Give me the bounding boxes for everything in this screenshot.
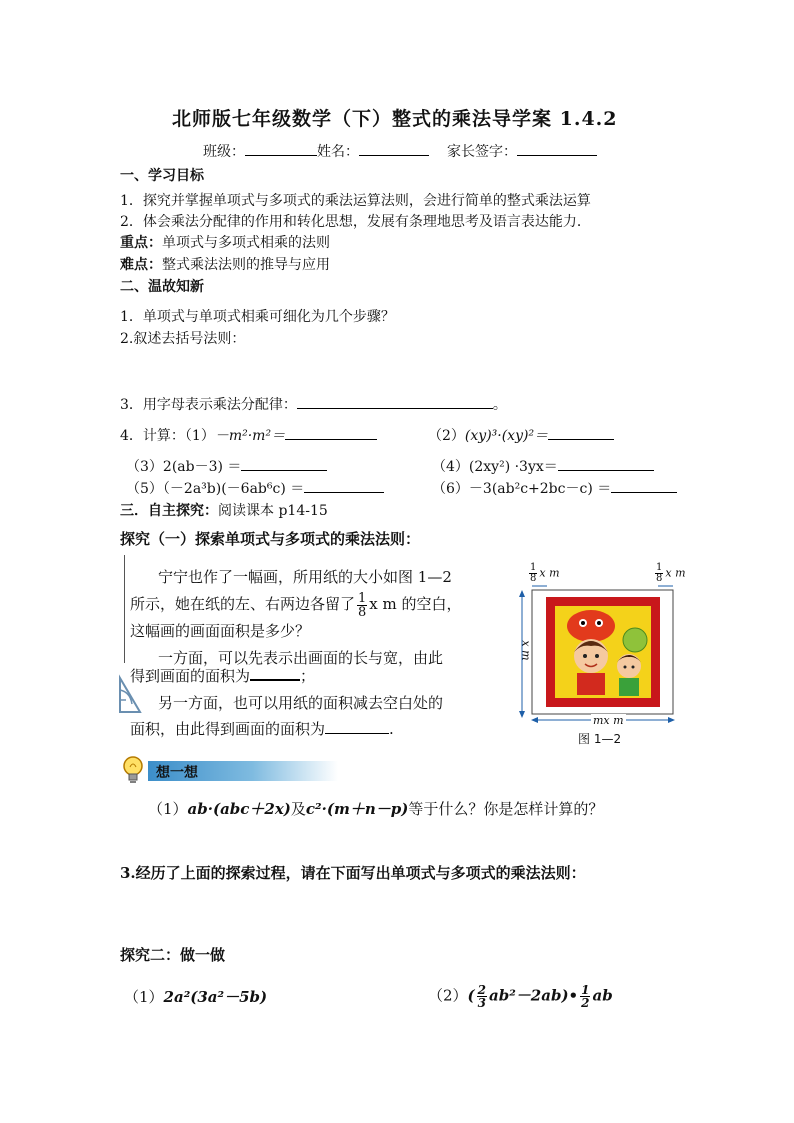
fig-frac-right-den: 8 (656, 573, 663, 584)
calc-1-blank[interactable] (285, 425, 377, 440)
fig-top-right-text: x m (665, 566, 686, 580)
q3-prefix: 3．用字母表示乘法分配律： (120, 397, 297, 413)
hard-point (120, 254, 330, 274)
practice-2 (428, 984, 613, 1009)
think-q1-expr1: ab·(abc＋2x) (187, 800, 291, 818)
story-line-2b: x m 的空白， (369, 595, 462, 613)
section-heading-goals: 一、学习目标 (120, 168, 204, 184)
story-line-2 (130, 591, 462, 619)
key-point (120, 232, 330, 252)
calc-6-blank[interactable] (611, 478, 677, 493)
practice-2-label: （2） (428, 986, 468, 1005)
fig-side-label: x m (519, 640, 533, 661)
practice-1-expr: 2a²(3a²－5b) (163, 988, 268, 1006)
review-q4-row1 (120, 425, 377, 445)
fig-frac-right-num: 1 (656, 562, 663, 573)
class-blank[interactable] (245, 141, 317, 156)
name-blank[interactable] (359, 141, 429, 156)
key-text: 单项式与多项式相乘的法则 (162, 235, 330, 251)
calc-2-blank[interactable] (548, 425, 614, 440)
story-line-5b: ； (300, 667, 316, 685)
practice-2-frac2 (580, 984, 590, 1009)
explore-heading-bold: 三．自主探究： (120, 503, 218, 519)
name-label: 姓名： (317, 144, 359, 160)
story-line-5 (130, 663, 315, 690)
story-line-7b: . (389, 720, 394, 738)
story-line-2a: 所示，她在纸的左、右两边各留了 (130, 595, 356, 613)
think-heading: 想一想 (156, 765, 198, 781)
think-q1-mid: 及 (290, 800, 306, 818)
calc-3-blank[interactable] (241, 456, 327, 471)
fig-frac-left-den: 8 (530, 573, 537, 584)
fig-top-left-text: x m (539, 566, 560, 580)
review-q2: 2.叙述去括号法则： (120, 331, 246, 347)
frac-num: 1 (358, 590, 367, 606)
story-blank-1[interactable] (250, 663, 300, 681)
q3-suffix: 。 (492, 397, 507, 413)
calc-3 (126, 456, 327, 476)
practice-1-label: （1） (124, 988, 164, 1006)
calc-1-label: （1） (184, 428, 215, 444)
practice-2-frac1-num: 2 (477, 983, 487, 997)
hard-text: 整式乘法法则的推导与应用 (162, 257, 330, 273)
practice-2-paren: ( (467, 986, 475, 1005)
practice-2-tail: ab (592, 986, 613, 1005)
story-left-rule (124, 555, 125, 663)
practice-2-mid: ab²－2ab)• (489, 986, 579, 1005)
figure-1-2 (511, 560, 691, 745)
calc-4-text: （4）(2xy²) ·3yx＝ (432, 459, 558, 475)
fraction-one-eighth (357, 592, 367, 619)
review-q1: 1．单项式与单项式相乘可细化为几个步骤？ (120, 309, 395, 325)
explore-2-heading: 探究二：做一做 (120, 946, 226, 964)
story-line-5a: 得到画面的面积为 (130, 667, 251, 685)
story-line-6: 另一方面，也可以用纸的面积减去空白处的 (158, 694, 444, 712)
goal-2: 2．体会乘法分配律的作用和转化思想，发展有条理地思考及语言表达能力． (120, 214, 591, 230)
story-line-3: 这幅画的画面面积是多少？ (130, 622, 311, 640)
calc-4 (432, 456, 654, 476)
practice-2-frac2-num: 1 (581, 983, 590, 997)
section-heading-explore (120, 500, 328, 520)
explore-1-title: 探究（一）探索单项式与多项式的乘法法则： (120, 530, 421, 548)
fig-frac-left-num: 1 (530, 562, 537, 573)
calc-2-expr: (xy)³·(xy)²＝ (464, 428, 549, 444)
explore-heading-rest: 阅读课本 p14-15 (218, 503, 328, 519)
calc-2-label: （2） (428, 428, 465, 444)
calc-3-text: （3）2(ab－3) ＝ (126, 459, 242, 475)
practice-2-frac1 (477, 984, 487, 1009)
fig-bottom-label: mx m (593, 714, 624, 727)
practice-2-frac2-den: 2 (581, 996, 590, 1010)
story-line-7 (130, 716, 394, 743)
parent-sign-blank[interactable] (517, 141, 597, 156)
think-question-1 (148, 798, 603, 819)
rule-prompt: 3.经历了上面的探索过程，请在下面写出单项式与多项式的乘法法则： (120, 864, 586, 882)
hard-label: 难点： (120, 257, 162, 273)
goal-1: 1．探究并掌握单项式与多项式的乘法运算法则，会进行简单的整式乘法运算 (120, 193, 591, 209)
section-heading-review: 二、温故知新 (120, 279, 204, 295)
page-title: 北师版七年级数学（下）整式的乘法导学案 1.4.2 (172, 108, 618, 130)
think-q1-expr2: c²·(m＋n－p) (305, 800, 409, 818)
q4-label: 4．计算： (120, 428, 185, 444)
q3-blank[interactable] (297, 394, 493, 409)
story-line-4: 一方面，可以先表示出画面的长与宽，由此 (158, 649, 444, 667)
key-label: 重点： (120, 235, 162, 251)
story-line-1: 宁宁也作了一幅画，所用纸的大小如图 1—2 (158, 568, 452, 586)
fig-caption: 图 1—2 (578, 732, 622, 746)
calc-5-text: （5）（－2a³b)(－6ab⁶c) ＝ (126, 481, 305, 497)
practice-1 (124, 986, 267, 1007)
review-q3 (120, 394, 507, 414)
calc-2 (428, 425, 614, 445)
header-fields (203, 141, 597, 161)
story-line-7a: 面积，由此得到画面的面积为 (130, 720, 326, 738)
calc-6 (432, 478, 677, 498)
frac-den: 8 (358, 604, 367, 620)
calc-4-blank[interactable] (558, 456, 654, 471)
calc-5 (126, 478, 384, 498)
class-label: 班级： (203, 144, 245, 160)
story-blank-2[interactable] (325, 717, 389, 734)
calc-1-expr: －m²·m²＝ (214, 428, 286, 444)
parent-sign-label: 家长签字： (447, 144, 517, 160)
calc-6-text: （6）－3(ab²c+2bc－c) ＝ (432, 481, 612, 497)
practice-2-frac1-den: 3 (477, 996, 487, 1010)
lightbulb-icon (121, 754, 145, 786)
think-q1-label: （1） (148, 800, 188, 818)
calc-5-blank[interactable] (304, 478, 384, 493)
think-q1-tail: 等于什么？你是怎样计算的？ (408, 800, 604, 818)
